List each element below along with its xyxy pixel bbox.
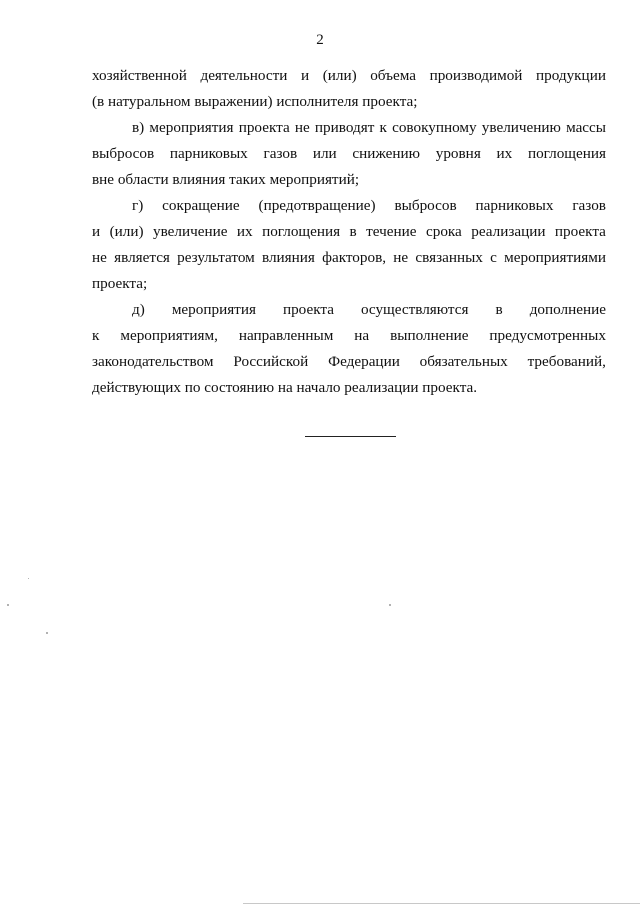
word: факторов, [322, 249, 387, 266]
word: выбросов [394, 197, 457, 214]
word: деятельности [200, 67, 288, 84]
text-line [92, 115, 606, 141]
scan-edge-line [243, 903, 640, 904]
word: парниковых [475, 197, 554, 214]
word: проекта [554, 223, 606, 240]
text-line [92, 297, 606, 323]
word: массы [566, 119, 606, 136]
word: не [294, 119, 310, 136]
word: срока [425, 223, 462, 240]
word: не [92, 249, 107, 266]
word: г) [132, 197, 144, 214]
word: осуществляются [360, 301, 469, 318]
word: (или) [109, 223, 144, 240]
word: направленным [238, 327, 334, 344]
text-line: (в натуральном выражении) исполнителя проекта; [92, 93, 418, 110]
word: дополнение [529, 301, 606, 318]
text-line [92, 245, 606, 271]
word: продукции [535, 67, 606, 84]
word: производимой [429, 67, 523, 84]
scan-speck [28, 578, 29, 579]
word: их [236, 223, 253, 240]
word: с [490, 249, 497, 266]
text-line [92, 219, 606, 245]
word: на [354, 327, 370, 344]
word: объема [370, 67, 416, 84]
word: проекта [282, 301, 334, 318]
word: мероприятиями [504, 249, 606, 266]
word: поглощения [262, 223, 341, 240]
word: законодательством [92, 353, 214, 370]
word: увеличению [481, 119, 561, 136]
word: газов [572, 197, 606, 214]
word: поглощения [527, 145, 606, 162]
word: д) [132, 301, 145, 318]
word: приводят [314, 119, 375, 136]
word: влияния [261, 249, 315, 266]
word: (предотвращение) [258, 197, 376, 214]
word: Российской [233, 353, 309, 370]
scan-speck [389, 604, 391, 606]
word: результатом [177, 249, 255, 266]
text-line [92, 141, 606, 167]
text-line [92, 349, 606, 375]
text-line [92, 63, 606, 89]
word: не [393, 249, 409, 266]
word: к [379, 119, 387, 136]
scan-speck [7, 604, 9, 606]
word: течение [366, 223, 417, 240]
paragraph-item-d [92, 297, 606, 401]
word: реализации [471, 223, 546, 240]
end-separator-line [305, 436, 396, 437]
word: их [496, 145, 513, 162]
word: сокращение [162, 197, 240, 214]
word: хозяйственной [92, 67, 187, 84]
word: Федерации [328, 353, 400, 370]
word: мероприятия [171, 301, 256, 318]
word: мероприятиям, [120, 327, 218, 344]
paragraph-continuation [92, 63, 606, 115]
text-line: проекта; [92, 275, 148, 292]
paragraph-item-v [92, 115, 606, 193]
word: предусмотренных [489, 327, 606, 344]
word: в) [132, 119, 145, 136]
word: обязательных [419, 353, 508, 370]
scan-speck [46, 632, 48, 634]
word: мероприятия [149, 119, 234, 136]
word: проекта [238, 119, 290, 136]
word: парниковых [169, 145, 248, 162]
word: к [92, 327, 100, 344]
word: и [92, 223, 101, 240]
word: снижению [352, 145, 421, 162]
word: газов [263, 145, 298, 162]
word: совокупному [392, 119, 477, 136]
paragraph-item-g [92, 193, 606, 297]
word: требований, [527, 353, 606, 370]
word: в [495, 301, 503, 318]
word: связанных [415, 249, 483, 266]
text-line: действующих по состоянию на начало реализации проекта. [92, 379, 478, 396]
word: является [114, 249, 170, 266]
text-line [92, 323, 606, 349]
page-number: 2 [316, 32, 324, 48]
text-line [92, 193, 606, 219]
word: и [300, 67, 310, 84]
text-line: вне области влияния таких мероприятий; [92, 171, 360, 188]
word: выбросов [92, 145, 155, 162]
document-body [92, 63, 606, 401]
word: увеличение [152, 223, 228, 240]
word: или [312, 145, 337, 162]
word: уровня [435, 145, 481, 162]
word: в [349, 223, 357, 240]
word: (или) [322, 67, 357, 84]
word: выполнение [390, 327, 469, 344]
